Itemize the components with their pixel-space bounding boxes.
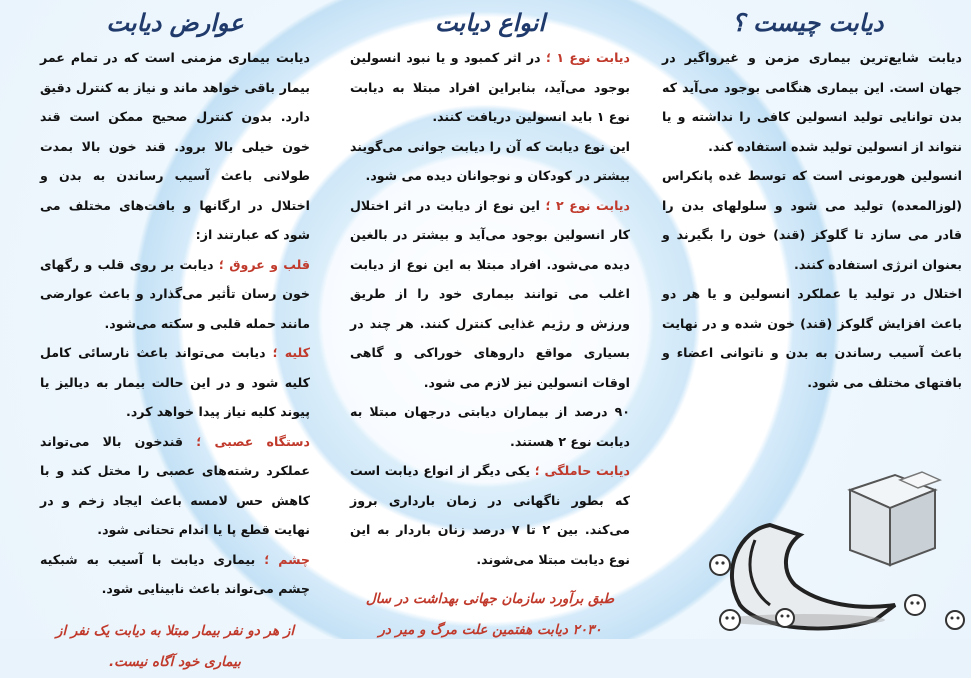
section-title-complications: عوارض دیابت <box>106 8 244 37</box>
awareness-note: از هر دو نفر بیمار مبتلا به دیابت یک نفر از بیماری خود آگاه نیست. <box>55 622 295 670</box>
paragraph-disorder: اختلال در تولید یا عملکرد انسولین و یا هر دو باعث افزایش گلوکز (قند) خون شده و در نهایت باعث آسیب رساندن به بدن و ناتوانی اعضاء و بافتهای مختلف می شود. <box>662 286 962 390</box>
text-heart: دیابت بر روی قلب و رگهای خون رسان تأثیر می‌گذارد و باعث عوارضی مانند حمله قلبی و سکته می‌شود. <box>40 256 310 331</box>
sugar-cube-icon <box>850 472 940 565</box>
section-title-what-is-diabetes: دیابت چیست ؟ <box>732 8 884 37</box>
text-eye: بیماری دیابت با آسیب به شبکیه چشم می‌تواند باعث نابینایی شود. <box>40 551 310 596</box>
term-heart: قلب و عروق ؛ <box>218 256 310 272</box>
term-type1: دیابت نوع ۱ ؛ <box>545 50 630 65</box>
text-gestational: یکی دیگر از انواع دیابت است که بطور ناگهانی در زمان بارداری بروز می‌کند. بین ۲ تا ۷ درصد زنان باردار به این نوع دیابت مبتلا می‌شوند. <box>350 463 630 567</box>
text-type2: این نوع از دیابت در اثر اختلال کار انسولین بوجود می‌آید و بیشتر در بالغین دیده می‌شود. افراد مبتلا به این نوع از دیابت اغلب می توانند بیماری خود را از طریق ورزش و رژیم غذایی کنترل کنند. هر چند در بسیاری مواقع داروهای خوراکی و گاهی اوقات انسولین نیز لازم می شود. <box>350 197 630 390</box>
term-gestational: دیابت حاملگی ؛ <box>534 463 630 478</box>
term-type2: دیابت نوع ۲ ؛ <box>545 197 630 213</box>
paragraph-type1-extra: این نوع دیابت که آن را دیابت جوانی می‌گویند بیشتر در کودکان و نوجوانان دیده می شود. <box>350 138 630 183</box>
text-kidney: دیابت می‌تواند باعث نارسائی کامل کلیه شود و در این حالت بیمار به دیالیز یا پیوند کلیه نیاز پیدا خواهد کرد. <box>40 345 310 419</box>
who-estimate-note: طبق برآورد سازمان جهانی بهداشت در سال ۲۰۳۰ دیابت هفتمین علت مرگ و میر در <box>365 591 615 638</box>
column-complications <box>40 0 310 670</box>
paragraph-insulin: انسولین هورمونی است که توسط غده پانکراس (لوزالمعده) تولید می شود و سلولهای بدن را قادر می سازد تا گلوکز (قند) خون را بگیرند و بعنوان انرژی استفاده کنند. <box>662 168 962 272</box>
paragraph-kidney <box>40 338 310 427</box>
sugar-cube-monster-illustration <box>700 470 971 639</box>
paragraph-type2-stat: ۹۰ درصد از بیماران دیابتی درجهان مبتلا به دیابت نوع ۲ هستند. <box>350 404 630 449</box>
text-type1: در اثر کمبود و یا نبود انسولین بوجود می‌آید، بنابراین افراد مبتلا به دیابت نوع ۱ باید انسولین دریافت کنند. <box>350 50 630 124</box>
paragraph-type1 <box>350 43 630 132</box>
term-kidney: کلیه ؛ <box>272 345 310 360</box>
paragraph-complications-intro: دیابت بیماری مزمنی است که در تمام عمر بیمار باقی خواهد ماند و نیاز به کنترل دقیق دارد. بدون کنترل صحیح ممکن است قند خون خیلی بالا برود. قند خون بالا بمدت طولانی باعث آسیب رساندن به بدن و اختلال در ارگانها و بافت‌های مختلف می شود که عبارتند از: <box>40 50 310 242</box>
paragraph-heart <box>40 250 310 339</box>
term-eye: چشم ؛ <box>264 551 310 567</box>
paragraph-definition: دیابت شایع‌ترین بیماری مزمن و غیرواگیر در جهان است. این بیماری هنگامی بوجود می‌آید که بدن توانایی تولید انسولین کافی را نداشته و یا نتواند از انسولین تولید شده استفاده کند. <box>662 50 962 154</box>
paragraph-nerve <box>40 427 310 545</box>
term-nerve: دستگاه عصبی ؛ <box>196 433 310 449</box>
paragraph-gestational <box>350 456 630 574</box>
paragraph-type2 <box>350 191 630 398</box>
section-title-types: انواع دیابت <box>434 8 545 37</box>
column-types-of-diabetes <box>350 0 630 639</box>
text-nerve: قندخون بالا می‌تواند عملکرد رشته‌های عصبی را مختل کند و با کاهش حس لامسه باعث ایجاد زخم و در نهایت قطع پا یا اندام تحتانی شود. <box>40 433 310 537</box>
paragraph-eye <box>40 545 310 604</box>
